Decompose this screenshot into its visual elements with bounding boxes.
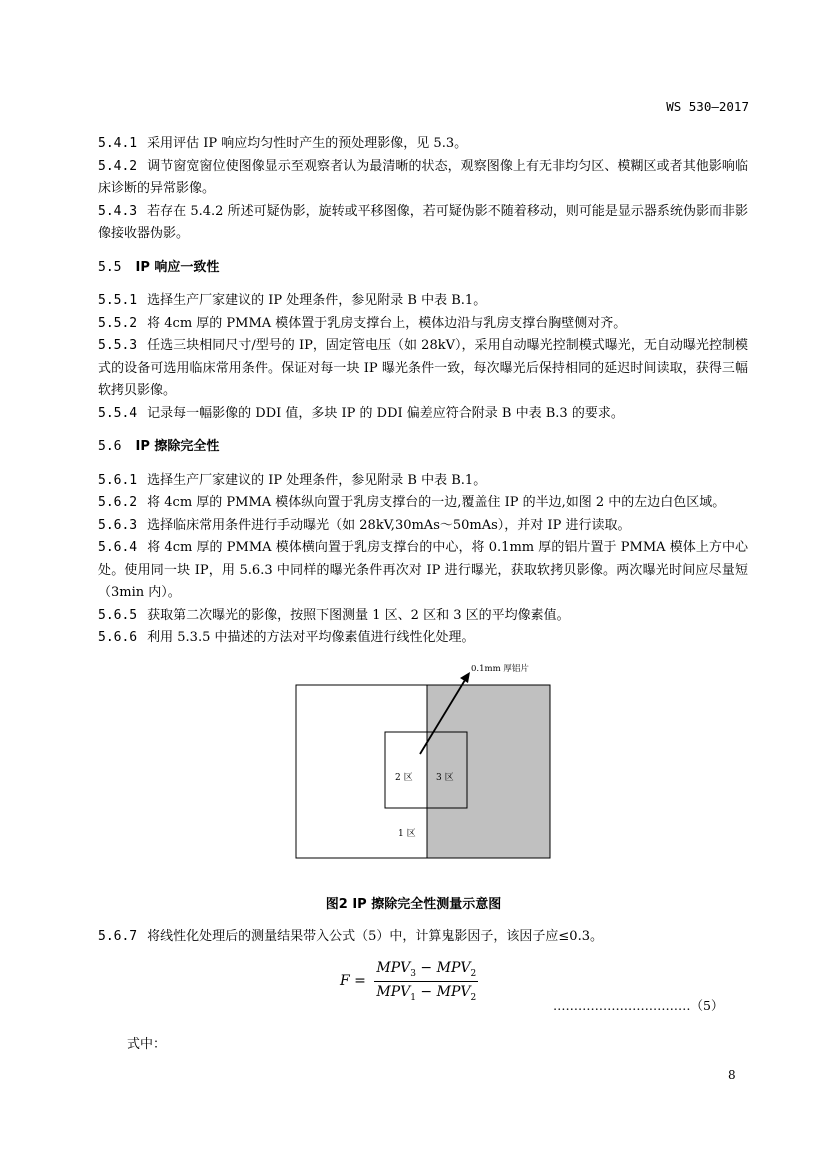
clause-text: 将 4cm 厚的 PMMA 模体纵向置于乳房支撑台的一边,覆盖住 IP 的半边,如图 2 中的左边白色区域。 [147, 495, 726, 510]
where-label: 式中： [127, 1037, 167, 1052]
ip-erasure-diagram [295, 658, 615, 868]
zone-3-label: 3 区 [436, 773, 454, 783]
clause-text: 选择临床常用条件进行手动曝光（如 28kV,30mAs～50mAs），并对 IP 进行读取。 [147, 517, 631, 533]
clause-5-6-1 [98, 470, 748, 493]
zone-1-label: 1 区 [398, 829, 416, 839]
clause-number: 5.4.1 [98, 136, 138, 151]
section-heading-5-6: 5.6 IP 擦除完全性 [98, 439, 220, 454]
section-heading-5-5: 5.5 IP 响应一致性 [98, 259, 220, 275]
clause-number: 5.4.3 [98, 203, 138, 219]
formula-lhs: F = [340, 973, 366, 990]
clause-text: 调节窗宽窗位使图像显示至观察者认为最清晰的状态，观察图像上有无非均匀区、模糊区或者其他影响临床诊断的异常影像。 [98, 158, 748, 196]
clause-5-4-1 [98, 133, 748, 156]
clause-number: 5.5.4 [98, 405, 138, 421]
figure-caption: 图2 IP 擦除完全性测量示意图 [325, 897, 502, 912]
para-5-6-7: 5.6.7 将线性化处理后的测量结果带入公式（5）中，计算鬼影因子，该因子应≤0.3。 [98, 929, 603, 944]
main-content [98, 133, 748, 650]
equation-number: ……………………………（5） [553, 998, 724, 1013]
page-number: 8 [728, 1068, 736, 1082]
clause-number: 5.5.3 [98, 338, 138, 353]
clause-text: 选择生产厂家建议的 IP 处理条件，参见附录 B 中表 B.1。 [147, 472, 487, 488]
clause-number: 5.6.3 [98, 517, 138, 533]
clause-text: 获取第二次曝光的影像，按照下图测量 1 区、2 区和 3 区的平均像素值。 [147, 607, 570, 623]
clause-5-5-3 [98, 335, 748, 403]
clause-text: 若存在 5.4.2 所述可疑伪影，旋转或平移图像，若可疑伪影不随着移动，则可能是显示器系统伪影而非影像接收器伪影。 [98, 203, 748, 241]
clause-text: 利用 5.3.5 中描述的方法对平均像素值进行线性化处理。 [147, 630, 475, 645]
clause-5-6-5 [98, 605, 748, 628]
clause-number: 5.6.2 [98, 495, 138, 510]
formula-fraction [374, 960, 478, 1003]
clause-5-6-4 [98, 537, 748, 605]
formula-numerator: $MPV_3 - MPV_2$ [374, 960, 478, 982]
clause-5-5-1 [98, 290, 748, 313]
clause-number: 5.6.1 [98, 472, 138, 488]
aluminum-label: 0.1mm 厚铝片 [471, 664, 529, 674]
document-code: WS 530—2017 [666, 99, 749, 114]
clause-text: 将 4cm 厚的 PMMA 模体置于乳房支撑台上，模体边沿与乳房支撑台胸壁侧对齐。 [147, 315, 627, 331]
clause-number: 5.6.6 [98, 630, 138, 645]
clause-5-5-2 [98, 313, 748, 336]
diagram-svg [295, 658, 615, 868]
clause-text: 选择生产厂家建议的 IP 处理条件，参见附录 B 中表 B.1。 [147, 293, 487, 308]
clause-number: 5.6.4 [98, 540, 138, 555]
clause-text: 将 4cm 厚的 PMMA 模体横向置于乳房支撑台的中心，将 0.1mm 厚的铝片置于 PMMA 模体上方中心处。使用同一块 IP，用 5.6.3 中同样的曝光条件再次对 IP 进行曝光，获取软拷贝影像。两次曝光时间应尽量短（3min 内）。 [98, 540, 748, 600]
clause-5-6-6 [98, 627, 748, 650]
formula-denominator: $MPV_1 - MPV_2$ [376, 983, 477, 1003]
zone-2-label: 2 区 [395, 773, 413, 783]
clause-5-5-4 [98, 403, 748, 426]
clause-number: 5.5.1 [98, 293, 138, 308]
clause-text: 采用评估 IP 响应均匀性时产生的预处理影像，见 5.3。 [147, 136, 468, 151]
clause-5-6-2 [98, 492, 748, 515]
clause-5-4-2 [98, 156, 748, 201]
ghost-factor-formula [340, 960, 478, 1003]
clause-text: 任选三块相同尺寸/型号的 IP，固定管电压（如 28kV），采用自动曝光控制模式曝光，无自动曝光控制模式的设备可选用临床常用条件。保证对每一块 IP 曝光条件一致，每次曝光后保持相同的延迟时间读取，获得三幅软拷贝影像。 [98, 338, 748, 398]
clause-5-6-3 [98, 515, 748, 538]
clause-number: 5.5.2 [98, 315, 138, 331]
clause-number: 5.6.5 [98, 607, 138, 623]
clause-5-4-3 [98, 201, 748, 246]
clause-number: 5.4.2 [98, 158, 138, 174]
clause-text: 记录每一幅影像的 DDI 值，多块 IP 的 DDI 偏差应符合附录 B 中表 B.3 的要求。 [147, 405, 624, 421]
